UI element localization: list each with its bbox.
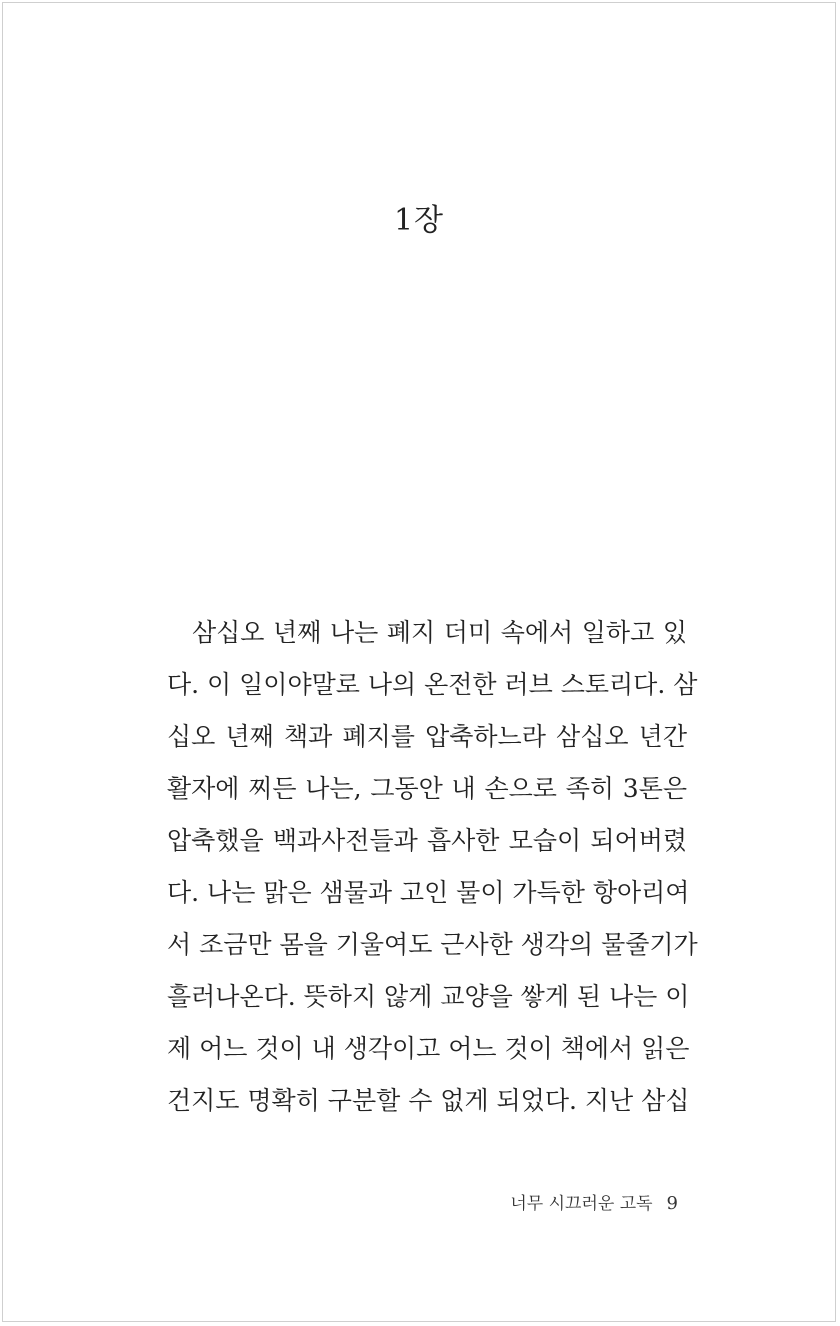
body-line: 삼십오 년째 나는 폐지 더미 속에서 일하고 있 (192, 618, 687, 647)
book-page (2, 2, 836, 1322)
body-line: 활자에 찌든 나는, 그동안 내 손으로 족히 3톤은 (167, 774, 687, 803)
page-footer (510, 1189, 678, 1214)
body-line: 다. 이 일이야말로 나의 온전한 러브 스토리다. 삼 (167, 670, 698, 699)
body-line: 제 어느 것이 내 생각이고 어느 것이 책에서 읽은 (167, 1034, 690, 1063)
chapter-title: 1장 (393, 203, 445, 238)
page-number: 9 (666, 1193, 678, 1214)
running-title: 너무 시끄러운 고독 (510, 1194, 653, 1214)
body-line: 압축했을 백과사전들과 흡사한 모습이 되어버렸 (167, 826, 687, 855)
body-line: 흘러나온다. 뜻하지 않게 교양을 쌓게 된 나는 이 (167, 982, 690, 1011)
body-line: 다. 나는 맑은 샘물과 고인 물이 가득한 항아리여 (167, 878, 690, 907)
body-line: 건지도 명확히 구분할 수 없게 되었다. 지난 삼십 (167, 1086, 690, 1115)
body-line: 서 조금만 몸을 기울여도 근사한 생각의 물줄기가 (167, 930, 698, 959)
body-text (167, 607, 698, 1127)
body-line: 십오 년째 책과 폐지를 압축하느라 삼십오 년간 (167, 722, 687, 751)
